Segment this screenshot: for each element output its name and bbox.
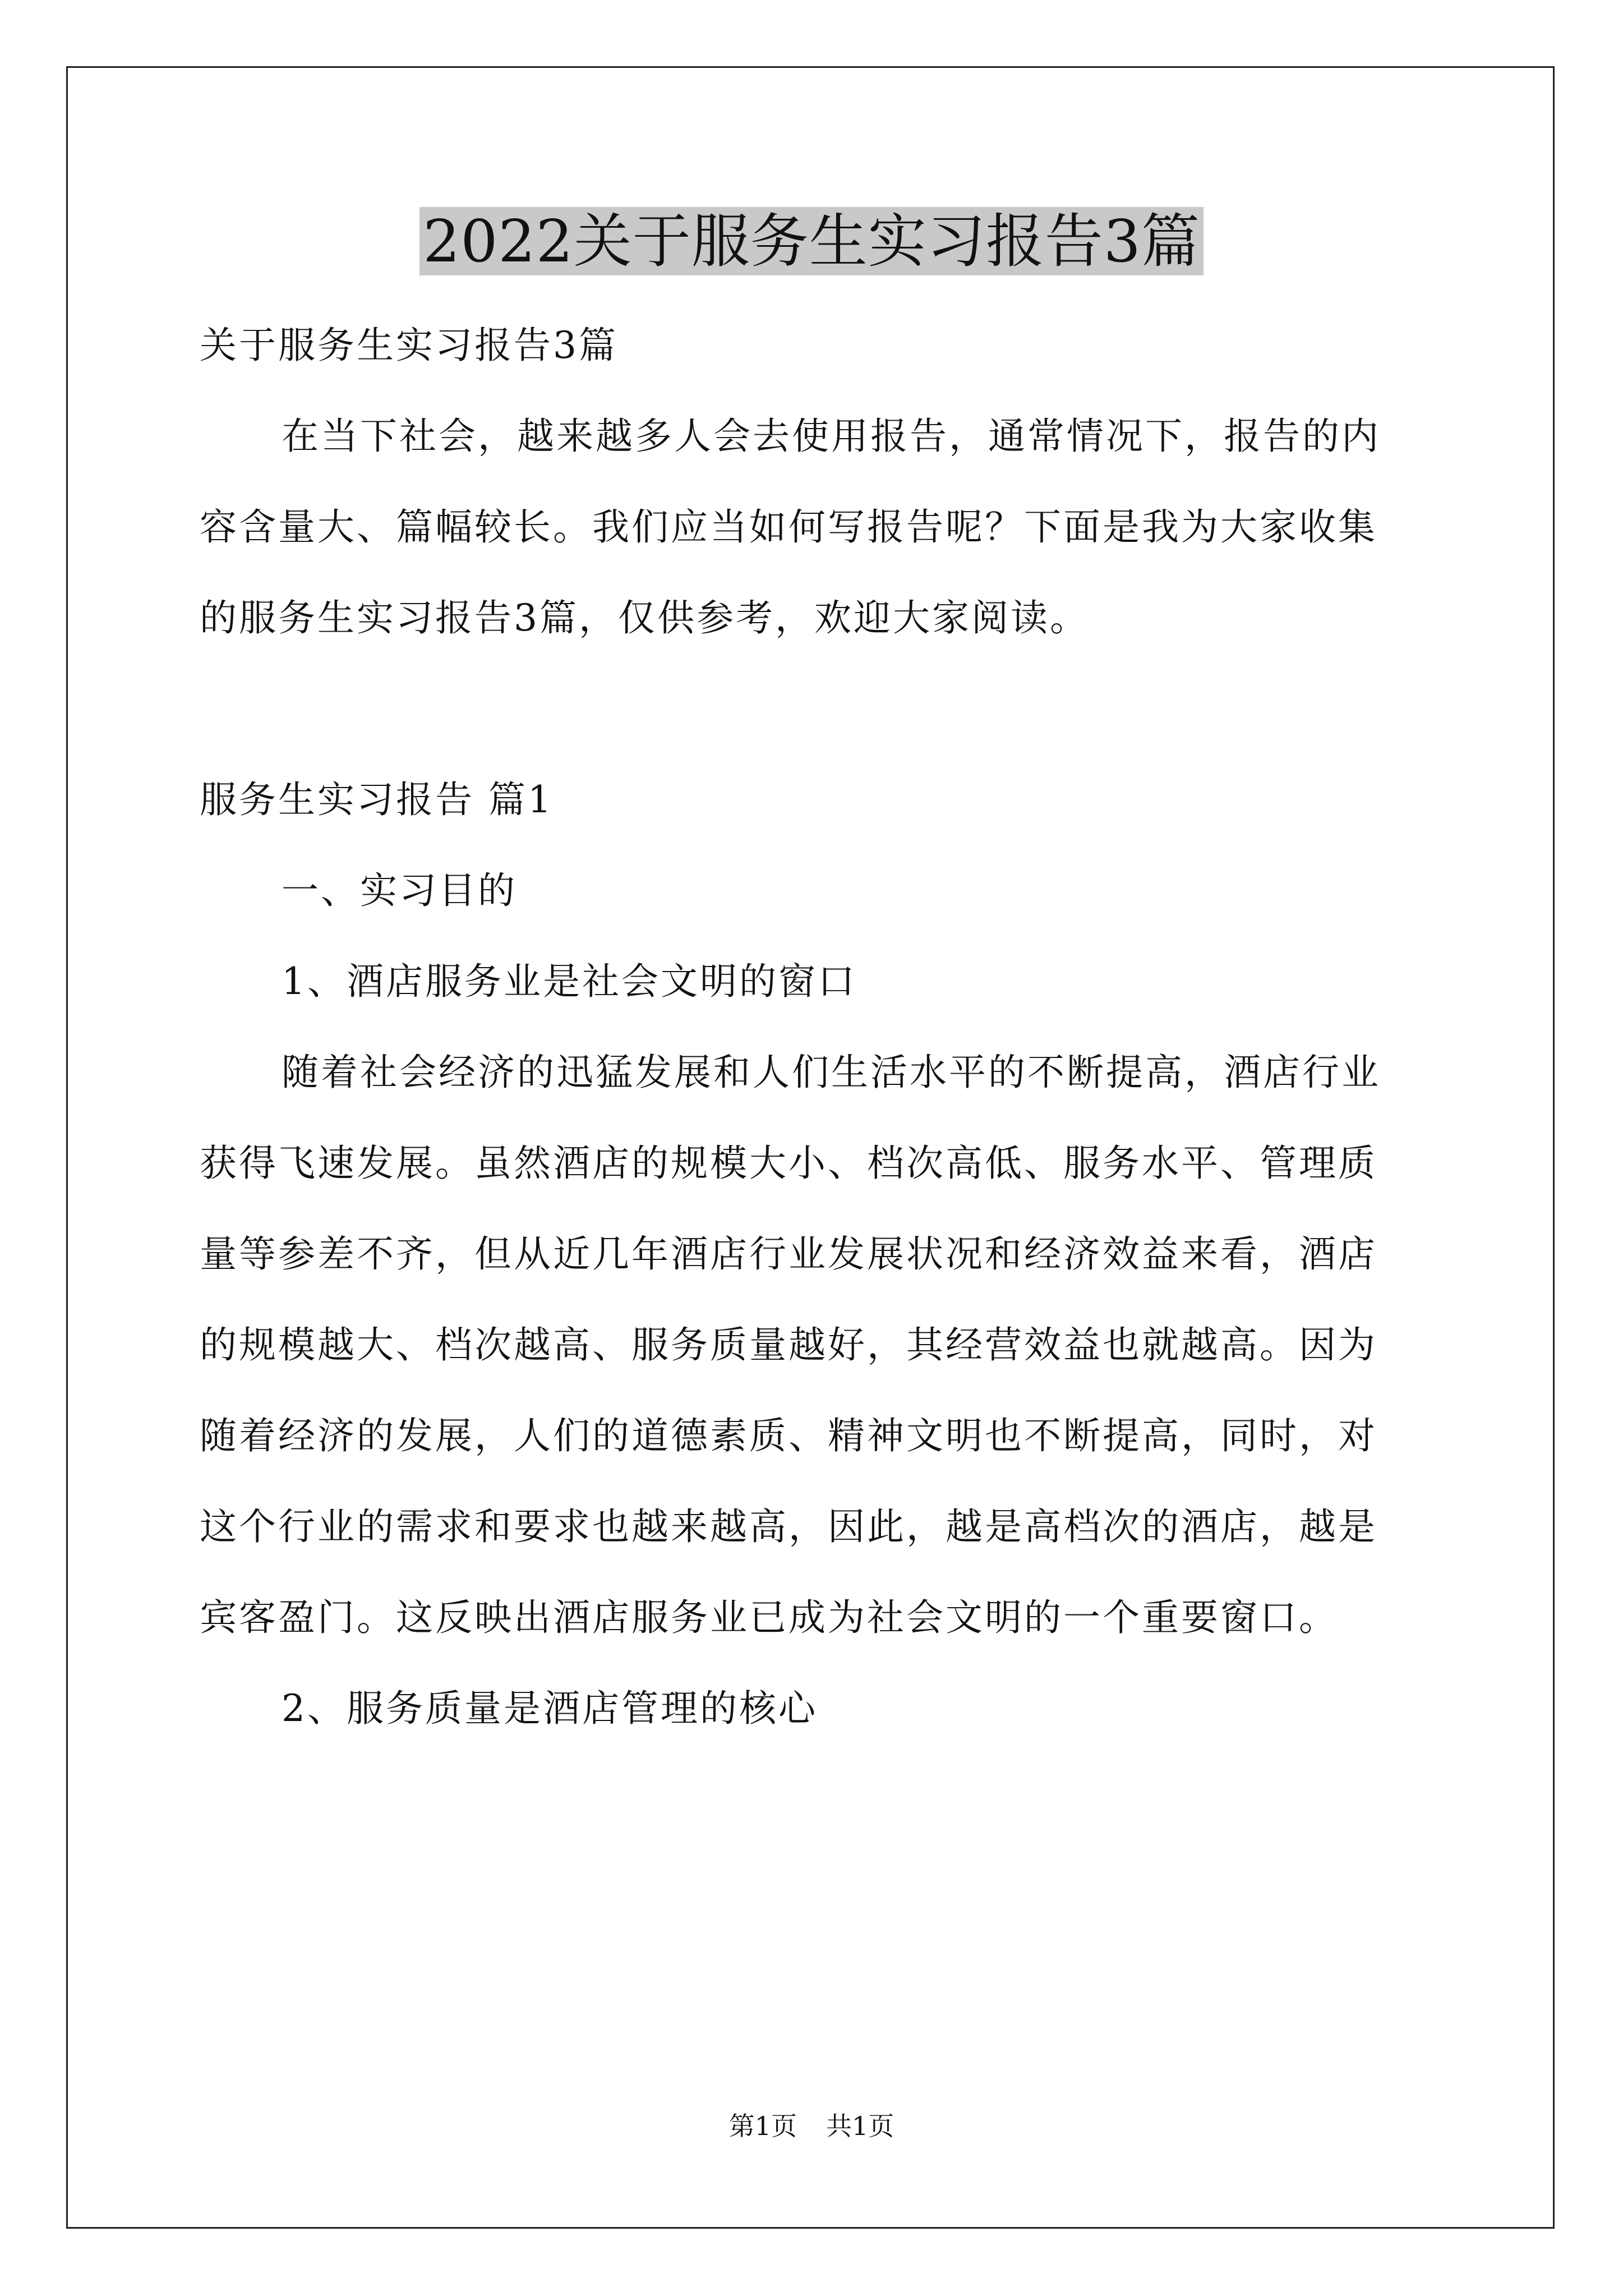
document-body [200,300,1428,1754]
intro-line-2: 容含量大、篇幅较长。我们应当如何写报告呢？下面是我为大家收集 [200,505,1377,549]
page-total: 共1页 [826,2111,895,2141]
item1-line-2: 获得飞速发展。虽然酒店的规模大小、档次高低、服务水平、管理质 [200,1142,1377,1185]
part-heading: 一、实习目的 [282,869,517,912]
item1-line-3: 量等参差不齐，但从近几年酒店行业发展状况和经济效益来看，酒店 [200,1232,1377,1276]
item2-heading: 2、服务质量是酒店管理的核心 [282,1687,818,1730]
paragraph-gap [200,664,1428,754]
item1-line-5: 随着经济的发展，人们的道德素质、精神文明也不断提高，同时，对 [200,1414,1377,1457]
document-title-text: 2022关于服务生实习报告3篇 [419,207,1204,275]
document-subtitle: 关于服务生实习报告3篇 [200,324,618,367]
item1-line-4: 的规模越大、档次越高、服务质量越好，其经营效益也就越高。因为 [200,1323,1377,1366]
intro-line-3: 的服务生实习报告3篇，仅供参考，欢迎大家阅读。 [200,596,1089,639]
page-number: 第1页 [728,2111,797,2141]
item1-heading: 1、酒店服务业是社会文明的窗口 [282,960,857,1003]
document-title [0,202,1623,280]
item1-line-6: 这个行业的需求和要求也越来越高，因此，越是高档次的酒店，越是 [200,1505,1377,1548]
page-footer [0,2109,1623,2143]
section-heading: 服务生实习报告 篇1 [200,778,554,821]
item1-line-7: 宾客盈门。这反映出酒店服务业已成为社会文明的一个重要窗口。 [200,1596,1338,1639]
item1-line-1: 随着社会经济的迅猛发展和人们生活水平的不断提高，酒店行业 [282,1051,1381,1094]
intro-line-1: 在当下社会，越来越多人会去使用报告，通常情况下，报告的内 [282,415,1381,458]
